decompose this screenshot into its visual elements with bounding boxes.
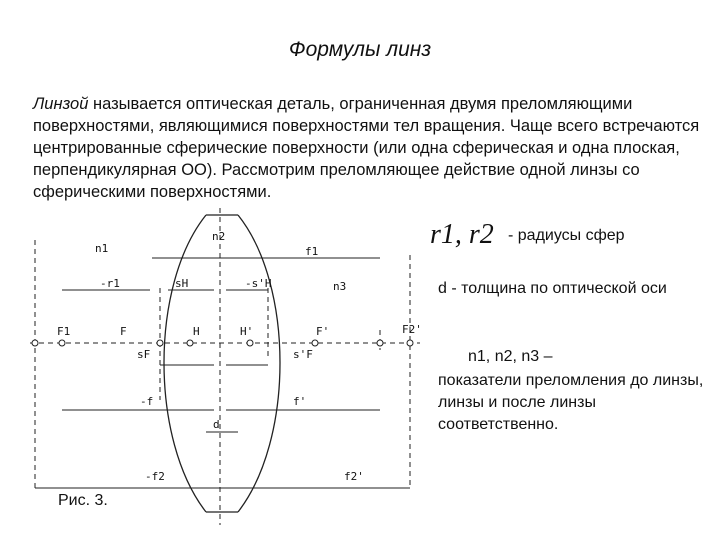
label-Fp: F' xyxy=(316,325,330,338)
label-fp: f' xyxy=(293,395,307,408)
label-Hp: H' xyxy=(240,325,254,338)
label-d: d xyxy=(213,418,220,431)
lens-term: Линзой xyxy=(33,95,89,113)
label-r1: -r1 xyxy=(100,277,120,290)
label-sH: sH xyxy=(175,277,189,290)
label-H: H xyxy=(193,325,200,338)
label-f: -f xyxy=(140,395,154,408)
label-n1: n1 xyxy=(95,242,109,255)
label-n3: n3 xyxy=(333,280,347,293)
lens-left-surface xyxy=(164,215,206,512)
label-f2p: f2' xyxy=(344,470,364,483)
thickness-text: d - толщина по оптической оси xyxy=(438,280,667,297)
label-sF: sF xyxy=(137,348,151,361)
radii-text: - радиусы сфер xyxy=(508,227,625,244)
label-sFp: s'F xyxy=(293,348,313,361)
label-F1: F1 xyxy=(57,325,71,338)
n-text: показатели преломления до линзы, линзы и после линзы соответственно. xyxy=(438,372,704,433)
intro-text: называется оптическая деталь, ограниченная двумя преломляющими поверхностями, являющимися поверхностями тел вращения. Чаще всего встречаются центрированные сферические поверхности (или одна сферическая и одна плоская, перпендикулярная ОО). Рассмотрим преломляющее действие одной линзы со сферическими поверхностями. xyxy=(33,95,700,201)
label-f1: f1 xyxy=(305,245,319,258)
label-f2: -f2 xyxy=(145,470,165,483)
lens-right-surface xyxy=(238,215,280,512)
label-F: F xyxy=(120,325,127,338)
label-Fp2: F2' xyxy=(402,323,422,336)
figure-caption: Рис. 3. xyxy=(58,492,108,509)
radii-symbol: r1, r2 xyxy=(430,219,494,250)
n-label: n1, n2, n3 – xyxy=(468,348,553,365)
page-title: Формулы линз xyxy=(288,38,432,61)
label-sH2: -s'H xyxy=(245,277,272,290)
label-n2: n2 xyxy=(212,230,226,243)
